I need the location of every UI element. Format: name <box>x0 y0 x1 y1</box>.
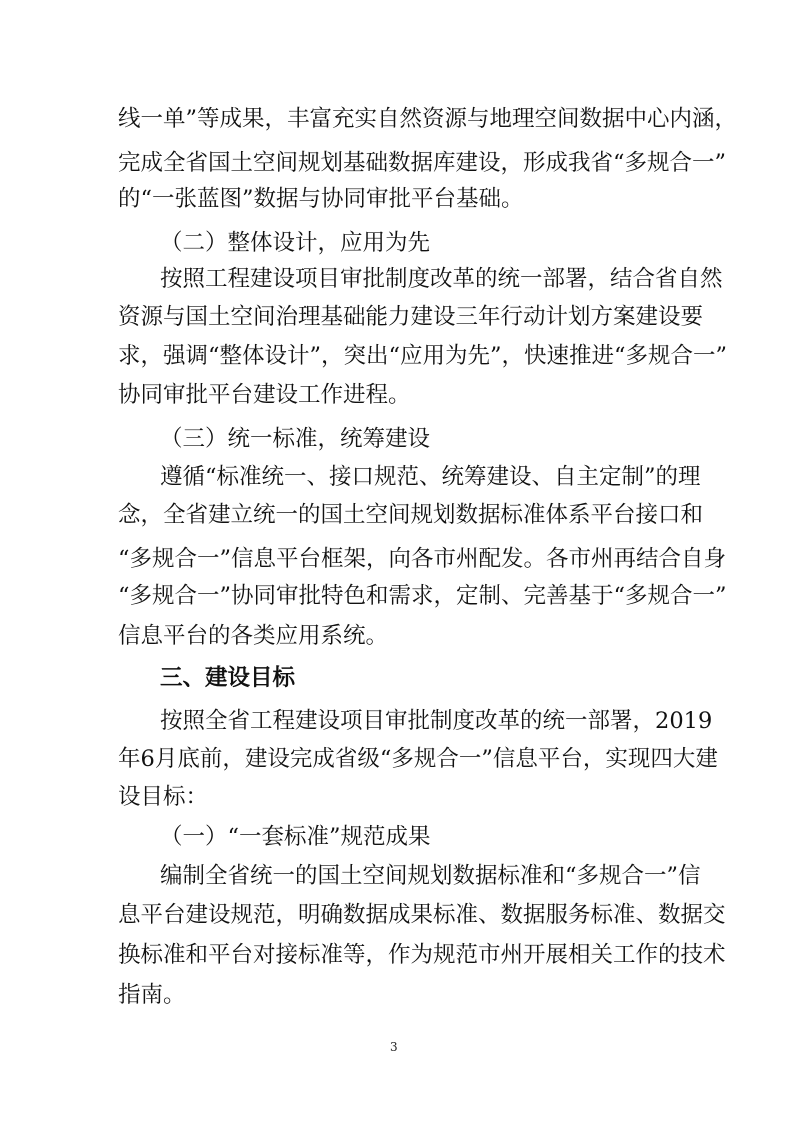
paragraph-line: 年6月底前，建设完成省级“多规合一”信息平台，实现四大建 <box>118 746 718 772</box>
paragraph-line: 线一单”等成果，丰富充实自然资源与地理空间数据中心内涵， <box>118 106 738 132</box>
paragraph-line: 指南。 <box>118 982 186 1008</box>
paragraph-line: 设目标： <box>118 784 209 810</box>
paragraph-line: 的“一张蓝图”数据与协同审批平台基础。 <box>118 186 524 212</box>
page-number: 3 <box>390 1040 398 1054</box>
paragraph-line: 完成全省国土空间规划基础数据库建设，形成我省“多规合一” <box>118 150 727 176</box>
paragraph-line: 念，全省建立统一的国土空间规划数据标准体系平台接口和 <box>118 502 704 528</box>
section-heading: 三、建设目标 <box>160 665 296 691</box>
paragraph-line: 换标准和平台对接标准等，作为规范市州开展相关工作的技术 <box>118 942 726 968</box>
paragraph-line: 按照全省工程建设项目审批制度改革的统一部署，2019 <box>160 708 713 734</box>
paragraph-line: 按照工程建设项目审批制度改革的统一部署，结合省自然 <box>160 266 723 292</box>
paragraph-line: 遵循“标准统一、接口规范、统筹建设、自主定制”的理 <box>160 464 701 490</box>
paragraph-line: 编制全省统一的国土空间规划数据标准和“多规合一”信 <box>160 863 701 889</box>
subsection-heading: （三）统一标准，统筹建设 <box>160 426 431 452</box>
paragraph-line: 信息平台的各类应用系统。 <box>118 623 389 649</box>
subsection-heading: （二）整体设计，应用为先 <box>160 230 431 256</box>
paragraph-line: 协同审批平台建设工作进程。 <box>118 382 411 408</box>
paragraph-line: 息平台建设规范，明确数据成果标准、数据服务标准、数据交 <box>118 902 726 928</box>
subsection-heading: （一）“一套标准”规范成果 <box>160 824 431 850</box>
paragraph-line: “多规合一”信息平台框架，向各市州配发。各市州再结合自身 <box>118 546 727 572</box>
paragraph-line: “多规合一”协同审批特色和需求，定制、完善基于“多规合一” <box>118 583 727 609</box>
paragraph-line: 资源与国土空间治理基础能力建设三年行动计划方案建设要 <box>118 304 704 330</box>
paragraph-line: 求，强调“整体设计”，突出“应用为先”，快速推进“多规合一” <box>118 343 728 369</box>
